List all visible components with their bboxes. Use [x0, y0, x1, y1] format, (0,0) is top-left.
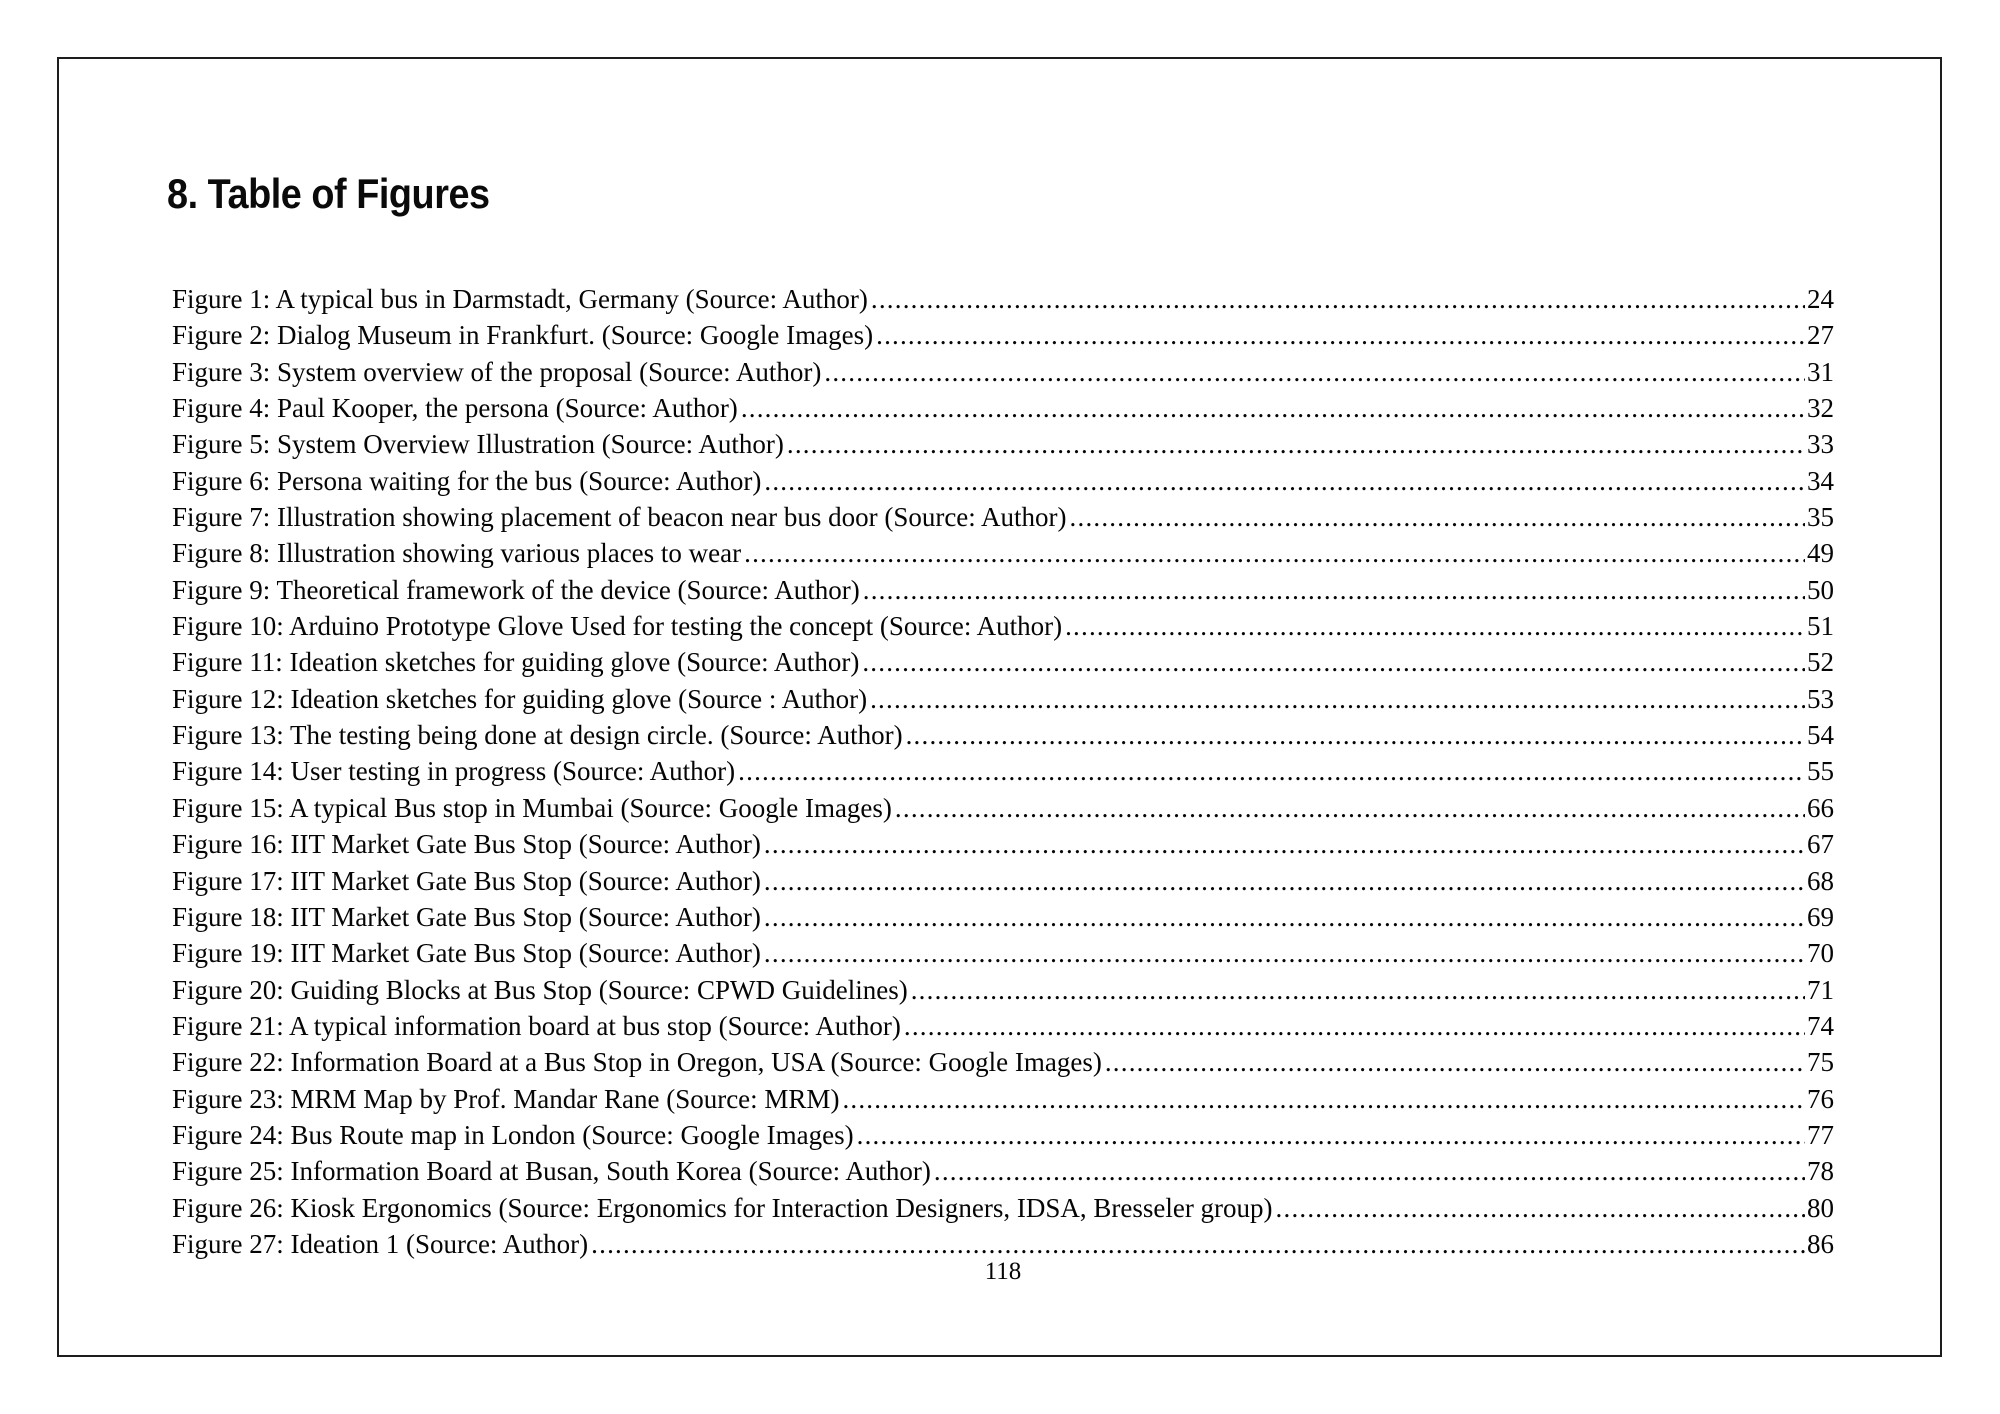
toc-entry-label: Figure 22: Information Board at a Bus Stop in Oregon, USA (Source: Google Images)	[172, 1047, 1102, 1078]
toc-entry-label: Figure 3: System overview of the proposal (Source: Author)	[172, 356, 822, 387]
dot-leader	[735, 753, 1805, 789]
toc-entry-label: Figure 26: Kiosk Ergonomics (Source: Ergonomics for Interaction Designers, IDSA, Bresseler group)	[172, 1192, 1273, 1223]
toc-entry-label: Figure 12: Ideation sketches for guiding glove (Source : Author)	[172, 683, 868, 714]
toc-entry	[172, 390, 1834, 426]
toc-entry	[172, 1117, 1834, 1153]
toc-entry	[172, 354, 1834, 390]
toc-entry	[172, 572, 1834, 608]
table-of-figures-list	[172, 281, 1834, 1262]
toc-entry-page-number: 70	[1807, 938, 1834, 969]
dot-leader	[839, 1081, 1805, 1117]
toc-entry-page-number: 35	[1807, 502, 1834, 533]
toc-entry	[172, 863, 1834, 899]
dot-leader	[761, 863, 1805, 899]
dot-leader	[1273, 1190, 1805, 1226]
toc-entry-label: Figure 25: Information Board at Busan, South Korea (Source: Author)	[172, 1156, 931, 1187]
dot-leader	[868, 281, 1805, 317]
toc-entry	[172, 644, 1834, 680]
toc-entry	[172, 1008, 1834, 1044]
toc-entry	[172, 972, 1834, 1008]
toc-entry-label: Figure 16: IIT Market Gate Bus Stop (Source: Author)	[172, 829, 761, 860]
dot-leader	[588, 1226, 1805, 1262]
toc-entry-label: Figure 14: User testing in progress (Source: Author)	[172, 756, 736, 787]
toc-entry-page-number: 33	[1807, 429, 1834, 460]
toc-entry	[172, 717, 1834, 753]
toc-entry-page-number: 75	[1807, 1047, 1834, 1078]
toc-entry-label: Figure 19: IIT Market Gate Bus Stop (Source: Author)	[172, 938, 761, 969]
dot-leader	[908, 972, 1805, 1008]
toc-entry-page-number: 74	[1807, 1010, 1834, 1041]
toc-entry	[172, 1190, 1834, 1226]
toc-entry	[172, 899, 1834, 935]
toc-entry-page-number: 50	[1807, 574, 1834, 605]
dot-leader	[1062, 608, 1805, 644]
toc-entry-label: Figure 2: Dialog Museum in Frankfurt. (Source: Google Images)	[172, 320, 874, 351]
toc-entry	[172, 1153, 1834, 1189]
toc-entry-page-number: 49	[1807, 538, 1834, 569]
toc-entry-page-number: 27	[1807, 320, 1834, 351]
toc-entry-label: Figure 6: Persona waiting for the bus (Source: Author)	[172, 465, 762, 496]
toc-entry	[172, 281, 1834, 317]
toc-entry-label: Figure 11: Ideation sketches for guiding glove (Source: Author)	[172, 647, 860, 678]
dot-leader	[903, 717, 1805, 753]
dot-leader	[821, 354, 1805, 390]
dot-leader	[761, 826, 1805, 862]
toc-entry-label: Figure 7: Illustration showing placement of beacon near bus door (Source: Author)	[172, 502, 1067, 533]
toc-entry-label: Figure 1: A typical bus in Darmstadt, Germany (Source: Author)	[172, 284, 868, 314]
toc-entry-page-number: 77	[1807, 1119, 1834, 1150]
toc-entry-page-number: 24	[1807, 284, 1834, 314]
toc-entry	[172, 608, 1834, 644]
footer-page-number: 118	[984, 1258, 1022, 1285]
toc-entry	[172, 681, 1834, 717]
dot-leader	[1102, 1044, 1805, 1080]
toc-entry-page-number: 55	[1807, 756, 1834, 787]
toc-entry	[172, 535, 1834, 571]
toc-entry-page-number: 68	[1807, 865, 1834, 896]
toc-entry-page-number: 32	[1807, 393, 1834, 424]
toc-entry-label: Figure 18: IIT Market Gate Bus Stop (Source: Author)	[172, 901, 761, 932]
toc-entry-label: Figure 10: Arduino Prototype Glove Used for testing the concept (Source: Author)	[172, 611, 1063, 642]
toc-entry-label: Figure 9: Theoretical framework of the device (Source: Author)	[172, 574, 860, 605]
dot-leader	[761, 935, 1805, 971]
toc-entry-page-number: 31	[1807, 356, 1834, 387]
toc-entry-label: Figure 13: The testing being done at design circle. (Source: Author)	[172, 720, 903, 751]
toc-entry-page-number: 51	[1807, 611, 1834, 642]
toc-entry-page-number: 52	[1807, 647, 1834, 678]
toc-entry-label: Figure 27: Ideation 1 (Source: Author)	[172, 1228, 589, 1259]
dot-leader	[860, 572, 1805, 608]
toc-entry	[172, 1226, 1834, 1262]
toc-entry-page-number: 80	[1807, 1192, 1834, 1223]
toc-entry-label: Figure 21: A typical information board at bus stop (Source: Author)	[172, 1010, 901, 1041]
toc-entry	[172, 935, 1834, 971]
dot-leader	[892, 790, 1805, 826]
toc-entry-label: Figure 15: A typical Bus stop in Mumbai (Source: Google Images)	[172, 792, 892, 823]
dot-leader	[1067, 499, 1805, 535]
toc-entry-page-number: 78	[1807, 1156, 1834, 1187]
toc-entry-page-number: 71	[1807, 974, 1834, 1005]
dot-leader	[859, 644, 1805, 680]
dot-leader	[784, 426, 1805, 462]
toc-entry-page-number: 54	[1807, 720, 1834, 751]
toc-entry-label: Figure 24: Bus Route map in London (Source: Google Images)	[172, 1119, 854, 1150]
toc-entry-label: Figure 17: IIT Market Gate Bus Stop (Source: Author)	[172, 865, 761, 896]
toc-entry-page-number: 67	[1807, 829, 1834, 860]
page-title: 8. Table of Figures	[167, 170, 490, 217]
toc-entry-label: Figure 20: Guiding Blocks at Bus Stop (Source: CPWD Guidelines)	[172, 974, 908, 1005]
toc-entry-label: Figure 5: System Overview Illustration (Source: Author)	[172, 429, 784, 460]
toc-entry	[172, 790, 1834, 826]
dot-leader	[867, 681, 1805, 717]
toc-entry-label: Figure 23: MRM Map by Prof. Mandar Rane (Source: MRM)	[172, 1083, 840, 1114]
dot-leader	[741, 535, 1805, 571]
toc-entry	[172, 1081, 1834, 1117]
toc-entry-label: Figure 8: Illustration showing various places to wear	[172, 538, 742, 569]
toc-entry-page-number: 86	[1807, 1228, 1834, 1259]
toc-entry	[172, 1044, 1834, 1080]
dot-leader	[761, 463, 1805, 499]
dot-leader	[901, 1008, 1805, 1044]
toc-entry-page-number: 69	[1807, 901, 1834, 932]
dot-leader	[738, 390, 1805, 426]
toc-entry-label: Figure 4: Paul Kooper, the persona (Source: Author)	[172, 393, 738, 424]
toc-entry	[172, 753, 1834, 789]
dot-leader	[931, 1153, 1805, 1189]
toc-entry	[172, 317, 1834, 353]
toc-entry-page-number: 53	[1807, 683, 1834, 714]
dot-leader	[854, 1117, 1805, 1153]
toc-entry-page-number: 76	[1807, 1083, 1834, 1114]
dot-leader	[761, 899, 1805, 935]
toc-entry	[172, 499, 1834, 535]
toc-entry-page-number: 34	[1807, 465, 1834, 496]
dot-leader	[873, 317, 1805, 353]
toc-entry	[172, 826, 1834, 862]
toc-entry	[172, 426, 1834, 462]
toc-entry-page-number: 66	[1807, 792, 1834, 823]
toc-entry	[172, 463, 1834, 499]
